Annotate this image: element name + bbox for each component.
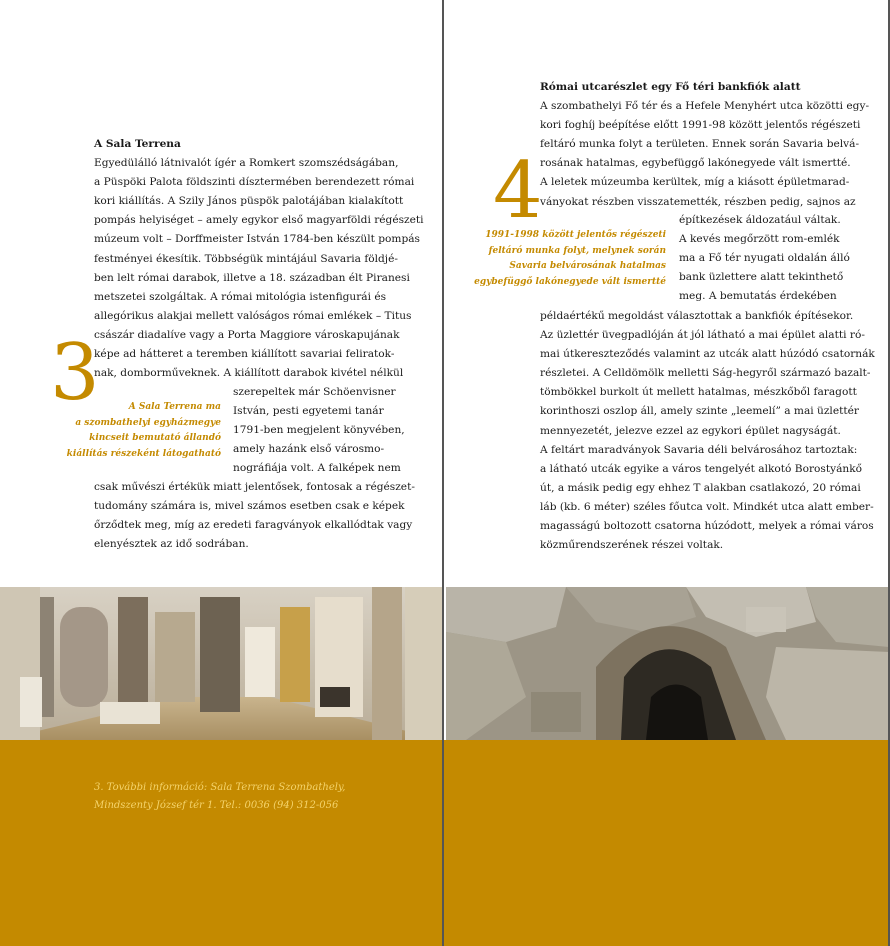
chapter-number-3: 3 bbox=[50, 328, 100, 418]
roman-street-caption bbox=[474, 228, 666, 290]
text-line: ma a Fő tér nyugati oldalán álló bbox=[679, 252, 850, 265]
text-line: amely hazánk első városmo- bbox=[233, 443, 385, 456]
gold-band-left bbox=[0, 740, 445, 946]
roman-ruins-photo bbox=[446, 587, 889, 740]
caption-line: feltáró munka folyt, melynek során bbox=[488, 245, 666, 256]
caption-line: kincseit bemutató állandó bbox=[89, 433, 221, 443]
sala-terrena-footnote bbox=[94, 779, 345, 815]
text-line: metszetei szolgáltak. A római mitológia istenfigurái és bbox=[94, 290, 387, 303]
sala-terrena-photo bbox=[0, 587, 443, 740]
text-line: ben lelt római darabok, illetve a 18. században élt Piranesi bbox=[94, 271, 410, 284]
caption-line: 1991-1998 között jelentős régészeti bbox=[485, 230, 666, 240]
text-line: meg. A bemutatás érdekében bbox=[679, 290, 837, 303]
text-line: mai útkereszteződés valamint az utcák alatt húzódó csatornák bbox=[540, 348, 875, 361]
chapter-number-4: 4 bbox=[493, 146, 543, 236]
text-line: őrződtek meg, míg az eredeti faragványok elkallódtak vagy bbox=[94, 519, 413, 532]
text-line: példaértékű megoldást választottak a bankfiók építésekor. bbox=[540, 310, 854, 322]
sala-terrena-heading: A Sala Terrena bbox=[94, 138, 181, 150]
text-line: Egyedülálló látnivalót ígér a Romkert szomszédságában, bbox=[94, 157, 399, 170]
text-line: Az üzlettér üvegpadlóján át jól látható a mai épület alatti ró- bbox=[540, 329, 865, 342]
text-line: részletei. A Celldömölk melletti Ság-hegyről származó bazalt- bbox=[540, 367, 871, 380]
text-line: festményei ékesítik. Többségük mintájául Savaria földjé- bbox=[94, 252, 398, 265]
text-line: út, a másik pedig egy ehhez T alakban csatlakozó, 20 római bbox=[540, 481, 861, 494]
text-line: közműrendszerének részei voltak. bbox=[540, 539, 724, 552]
right-page bbox=[445, 0, 890, 946]
text-line: császár diadalíve vagy a Porta Maggiore városkapujának bbox=[94, 328, 400, 341]
gold-band-right bbox=[445, 740, 890, 946]
sala-terrena-caption bbox=[67, 400, 221, 462]
text-line: A feltárt maradványok Savaria déli belvárosához tartoztak: bbox=[540, 443, 858, 456]
text-line: tudomány számára is, mivel számos esetben csak e képek bbox=[94, 500, 405, 513]
roman-street-text-bottom bbox=[540, 307, 875, 555]
text-line: múzeum volt – Dorffmeister István 1784-ben készült pompás bbox=[94, 233, 420, 246]
text-line: elenyésztek az idő sodrában. bbox=[94, 538, 249, 551]
text-line: feltáró munka folyt a területen. Ennek során Savaria belvá- bbox=[540, 138, 860, 151]
footnote-line: Mindszenty József tér 1. Tel.: 0036 (94) 312-056 bbox=[94, 800, 339, 811]
text-line: A szombathelyi Fő tér és a Hefele Menyhért utca közötti egy- bbox=[540, 100, 870, 113]
spine-line bbox=[442, 0, 444, 946]
text-line: pompás helyiséget – amely egykor első magyarföldi régészeti bbox=[94, 214, 424, 227]
text-line: mennyezetét, jelezve ezzel az egykori épület nagyságát. bbox=[540, 424, 841, 437]
text-line: A leletek múzeumba kerültek, míg a kiásott épületmarad- bbox=[540, 176, 850, 189]
text-line: szerepeltek már Schöenvisner bbox=[233, 386, 396, 398]
text-line: 1791-ben megjelent könyvében, bbox=[233, 424, 405, 437]
roman-street-text-narrow bbox=[679, 211, 850, 306]
text-line: tömbökkel burkolt út mellett hatalmas, mészkőből faragott bbox=[540, 386, 857, 399]
caption-line: egybefüggő lakónegyede vált ismertté bbox=[474, 276, 666, 287]
text-line: bank üzlettere alatt tekinthető bbox=[679, 271, 844, 284]
text-line: A kevés megőrzött rom-emlék bbox=[679, 233, 840, 246]
text-line: a látható utcák egyike a város tengelyét alkotó Borostyánkő bbox=[540, 462, 863, 475]
text-line: építkezések áldozatául váltak. bbox=[679, 214, 841, 226]
caption-line: A Sala Terrena ma bbox=[128, 402, 221, 412]
text-line: rosának hatalmas, egybefüggő lakónegyede vált ismertté. bbox=[540, 157, 851, 170]
caption-line: a szombathelyi egyházmegye bbox=[75, 417, 221, 428]
roman-street-text bbox=[540, 78, 869, 212]
caption-line: kiállítás részeként látogatható bbox=[66, 448, 221, 459]
text-line: magasságú boltozott csatorna húzódott, melyek a római város bbox=[540, 520, 874, 533]
text-line: kori foghíj beépítése előtt 1991-98 között jelentős régészeti bbox=[540, 119, 861, 132]
footnote-line: 3. További információ: Sala Terrena Szombathely, bbox=[94, 782, 346, 793]
roman-street-heading: Római utcarészlet egy Fő téri bankfiók alatt bbox=[540, 81, 801, 93]
text-line: nográfiája volt. A falképek nem bbox=[233, 462, 401, 475]
caption-line: Savaria belvárosának hatalmas bbox=[509, 261, 666, 271]
text-line: ványokat részben visszatemették, részben pedig, sajnos az bbox=[540, 195, 856, 208]
sala-terrena-text-bottom bbox=[94, 478, 415, 554]
text-line: korinthoszi oszlop áll, amely szinte „leemelí” a mai üzlettér bbox=[540, 405, 859, 418]
text-line: István, pesti egyetemi tanár bbox=[233, 405, 384, 418]
sala-terrena-text bbox=[94, 135, 424, 383]
sala-terrena-text-narrow bbox=[233, 383, 405, 478]
text-line: a Püspöki Palota földszinti dísztermében berendezett római bbox=[94, 176, 415, 189]
text-line: láb (kb. 6 méter) széles főutca volt. Mindkét utca alatt ember- bbox=[540, 500, 874, 513]
text-line: nak, domborműveknek. A kiállított darabok kivétel nélkül bbox=[94, 367, 404, 380]
text-line: képe ad hátteret a teremben kiállított savariai feliratok- bbox=[94, 348, 395, 361]
text-line: csak művészi értékük miatt jelentősek, fontosak a régészet- bbox=[94, 481, 415, 493]
text-line: allegórikus alakjai mellett valóságos római emlékek – Titus bbox=[94, 309, 412, 322]
text-line: kori kiállítás. A Szily János püspök palotájában kialakított bbox=[94, 195, 404, 208]
